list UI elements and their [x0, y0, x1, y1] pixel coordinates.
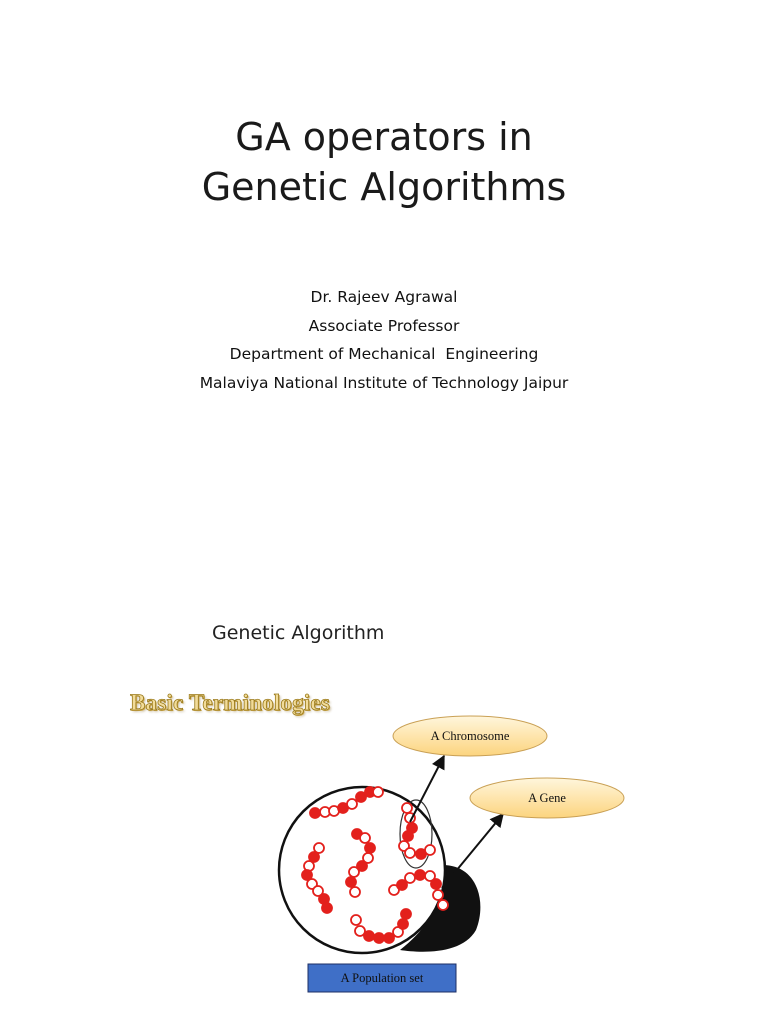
gene-label: A Gene — [528, 791, 566, 805]
gene-bead — [401, 909, 411, 919]
title-line-2: Genetic Algorithms — [201, 165, 567, 209]
title-line-1: GA operators in — [235, 115, 533, 159]
chromosome-arrow — [410, 756, 444, 822]
gene-bead — [405, 873, 415, 883]
section-heading: Genetic Algorithm — [212, 622, 385, 644]
gene-bead — [433, 890, 443, 900]
gene-bead — [322, 903, 332, 913]
gene-bead — [438, 900, 448, 910]
author-department: Department of Mechanical Engineering — [229, 345, 539, 363]
gene-bead — [402, 803, 412, 813]
gene-bead — [431, 879, 441, 889]
gene-bead — [347, 799, 357, 809]
population-label: A Population set — [340, 971, 424, 985]
author-position: Associate Professor — [308, 316, 460, 335]
gene-bead — [365, 843, 375, 853]
chromosome-callout — [393, 716, 547, 756]
gene-bead — [346, 877, 356, 887]
gene-bead — [415, 870, 425, 880]
gene-bead — [310, 808, 320, 818]
chromosome-label: A Chromosome — [430, 729, 510, 743]
gene-bead — [384, 933, 394, 943]
author-institution: Malaviya National Institute of Technology Jaipur — [199, 373, 569, 392]
gene-arrow — [442, 814, 503, 888]
gene-bead — [405, 848, 415, 858]
gene-bead — [398, 919, 408, 929]
gene-bead — [374, 933, 384, 943]
gene-bead — [360, 833, 370, 843]
gene-bead — [351, 915, 361, 925]
author-name: Dr. Rajeev Agrawal — [310, 288, 458, 306]
gene-bead — [349, 867, 359, 877]
gene-bead — [425, 845, 435, 855]
gene-bead — [403, 831, 413, 841]
gene-bead — [364, 931, 374, 941]
gene-callout — [470, 778, 624, 818]
population-set-box — [308, 964, 456, 992]
basic-terminologies-heading: Basic Terminologies — [130, 690, 330, 715]
gene-bead — [350, 887, 360, 897]
gene-bead — [373, 787, 383, 797]
